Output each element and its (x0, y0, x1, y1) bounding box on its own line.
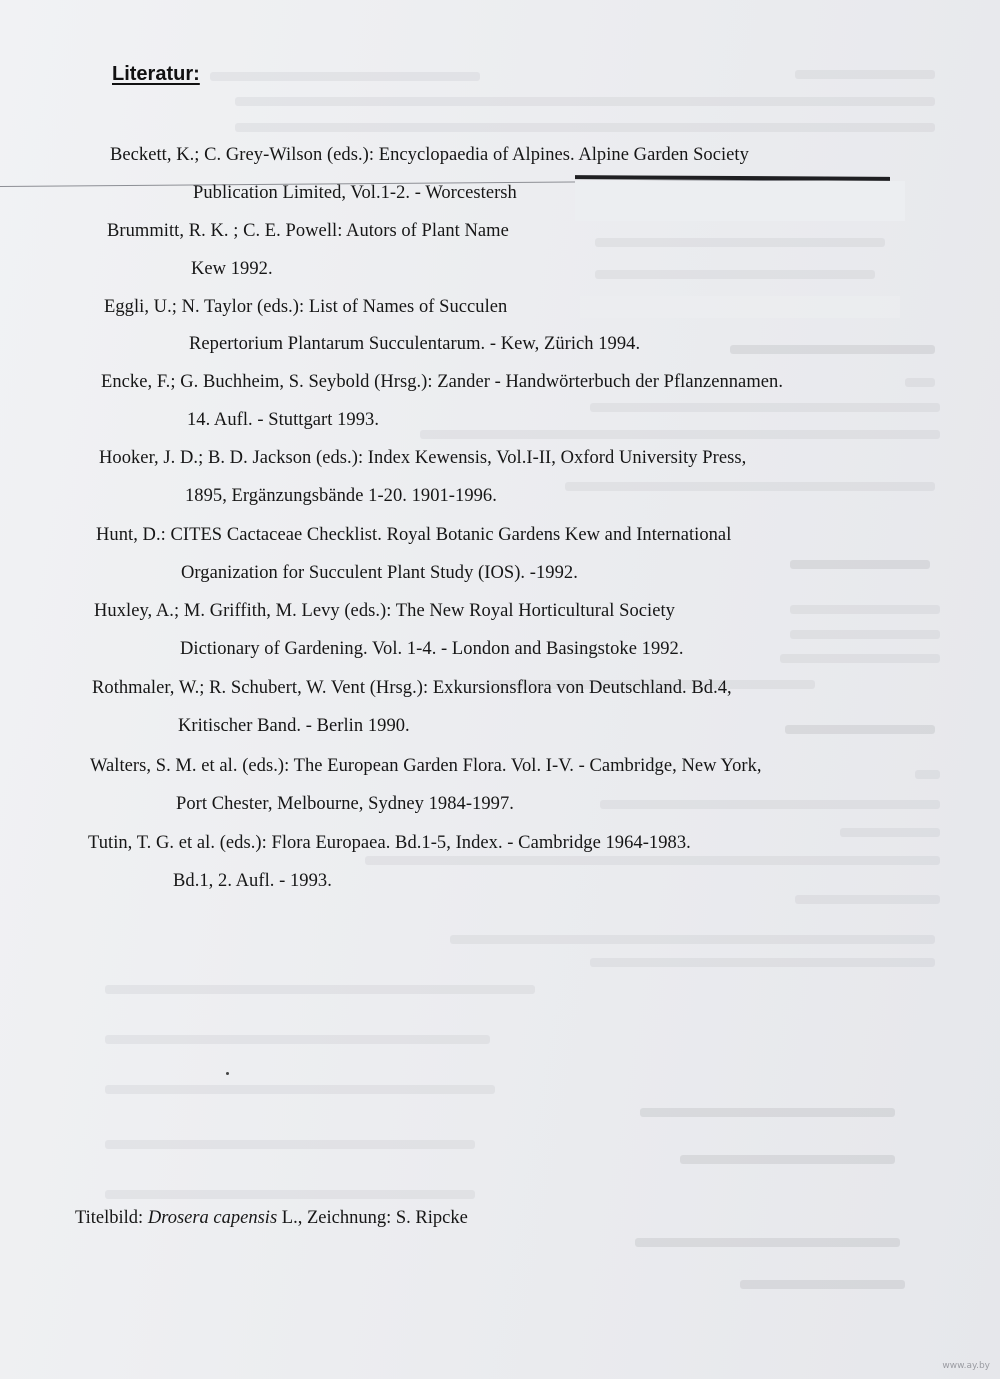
bleed-through-line (790, 605, 940, 614)
caption-species: Drosera capensis (147, 1208, 278, 1228)
caption-prefix: Titelbild: (75, 1208, 148, 1228)
reference-beckett-line2: Publication Limited, Vol.1-2. - Worcestersh (193, 183, 517, 203)
bleed-through-line (105, 1035, 490, 1044)
bleed-through-line (730, 345, 935, 354)
bleed-through-line (235, 97, 935, 106)
sheet-edge-shadow (575, 175, 890, 181)
bleed-through-line (105, 1085, 495, 1094)
bleed-through-line (595, 270, 875, 279)
overlapping-sheet (575, 181, 905, 221)
reference-beckett-line1: Beckett, K.; C. Grey-Wilson (eds.): Encyclopaedia of Alpines. Alpine Garden Society (110, 145, 749, 165)
reference-brummitt-line2: Kew 1992. (191, 259, 273, 279)
bleed-through-line (590, 958, 935, 967)
bleed-through-line (790, 630, 940, 639)
reference-tutin-line2: Bd.1, 2. Aufl. - 1993. (173, 871, 332, 891)
reference-hooker-line2: 1895, Ergänzungsbände 1-20. 1901-1996. (185, 486, 497, 506)
bleed-through-line (905, 378, 935, 387)
bleed-through-line (105, 1190, 475, 1199)
section-heading: Literatur: (112, 63, 200, 85)
reference-hunt-line2: Organization for Succulent Plant Study (IOS). -1992. (181, 563, 578, 583)
reference-eggli-line1: Eggli, U.; N. Taylor (eds.): List of Names of Succulen (104, 297, 508, 317)
bleed-through-line (105, 985, 535, 994)
bleed-through-line (680, 1155, 895, 1164)
bleed-through-line (600, 800, 940, 809)
reference-eggli-line2: Repertorium Plantarum Succulentarum. - Kew, Zürich 1994. (189, 334, 641, 354)
reference-encke-line2: 14. Aufl. - Stuttgart 1993. (187, 410, 379, 430)
bleed-through-line (450, 935, 935, 944)
bleed-through-line (795, 70, 935, 79)
reference-walters-line2: Port Chester, Melbourne, Sydney 1984-1997. (176, 794, 514, 814)
reference-encke-line1: Encke, F.; G. Buchheim, S. Seybold (Hrsg.): Zander - Handwörterbuch der Pflanzennamen. (101, 372, 783, 392)
bleed-through-line (785, 725, 935, 734)
overlapping-sheet (580, 296, 900, 318)
bleed-through-line (235, 123, 935, 132)
reference-hunt-line1: Hunt, D.: CITES Cactaceae Checklist. Royal Botanic Gardens Kew and International (96, 525, 732, 545)
reference-huxley-line1: Huxley, A.; M. Griffith, M. Levy (eds.): The New Royal Horticultural Society (94, 601, 675, 621)
bleed-through-line (565, 482, 935, 491)
reference-brummitt-line1: Brummitt, R. K. ; C. E. Powell: Autors of Plant Name (107, 221, 509, 241)
bleed-through-line (840, 828, 940, 837)
bleed-through-line (595, 238, 885, 247)
reference-rothmaler-line2: Kritischer Band. - Berlin 1990. (178, 716, 410, 736)
stray-mark (226, 1072, 229, 1075)
reference-walters-line1: Walters, S. M. et al. (eds.): The European Garden Flora. Vol. I-V. - Cambridge, New York, (90, 756, 762, 776)
caption-suffix: L., Zeichnung: S. Ripcke (277, 1208, 468, 1228)
reference-tutin-line1: Tutin, T. G. et al. (eds.): Flora Europaea. Bd.1-5, Index. - Cambridge 1964-1983. (88, 833, 691, 853)
bleed-through-line (590, 403, 940, 412)
bleed-through-line (780, 654, 940, 663)
reference-rothmaler-line1: Rothmaler, W.; R. Schubert, W. Vent (Hrsg.): Exkursionsflora von Deutschland. Bd.4, (92, 678, 732, 698)
bleed-through-line (365, 856, 940, 865)
bleed-through-line (210, 72, 480, 81)
bleed-through-line (640, 1108, 895, 1117)
bleed-through-line (635, 1238, 900, 1247)
bleed-through-line (740, 1280, 905, 1289)
title-image-caption (75, 1208, 468, 1229)
bleed-through-line (790, 560, 930, 569)
watermark: www.ay.by (942, 1361, 990, 1371)
reference-hooker-line1: Hooker, J. D.; B. D. Jackson (eds.): Index Kewensis, Vol.I-II, Oxford University Press, (99, 448, 747, 468)
bleed-through-line (105, 1140, 475, 1149)
bleed-through-line (795, 895, 940, 904)
reference-huxley-line2: Dictionary of Gardening. Vol. 1-4. - London and Basingstoke 1992. (180, 639, 684, 659)
bleed-through-line (915, 770, 940, 779)
bleed-through-line (420, 430, 940, 439)
